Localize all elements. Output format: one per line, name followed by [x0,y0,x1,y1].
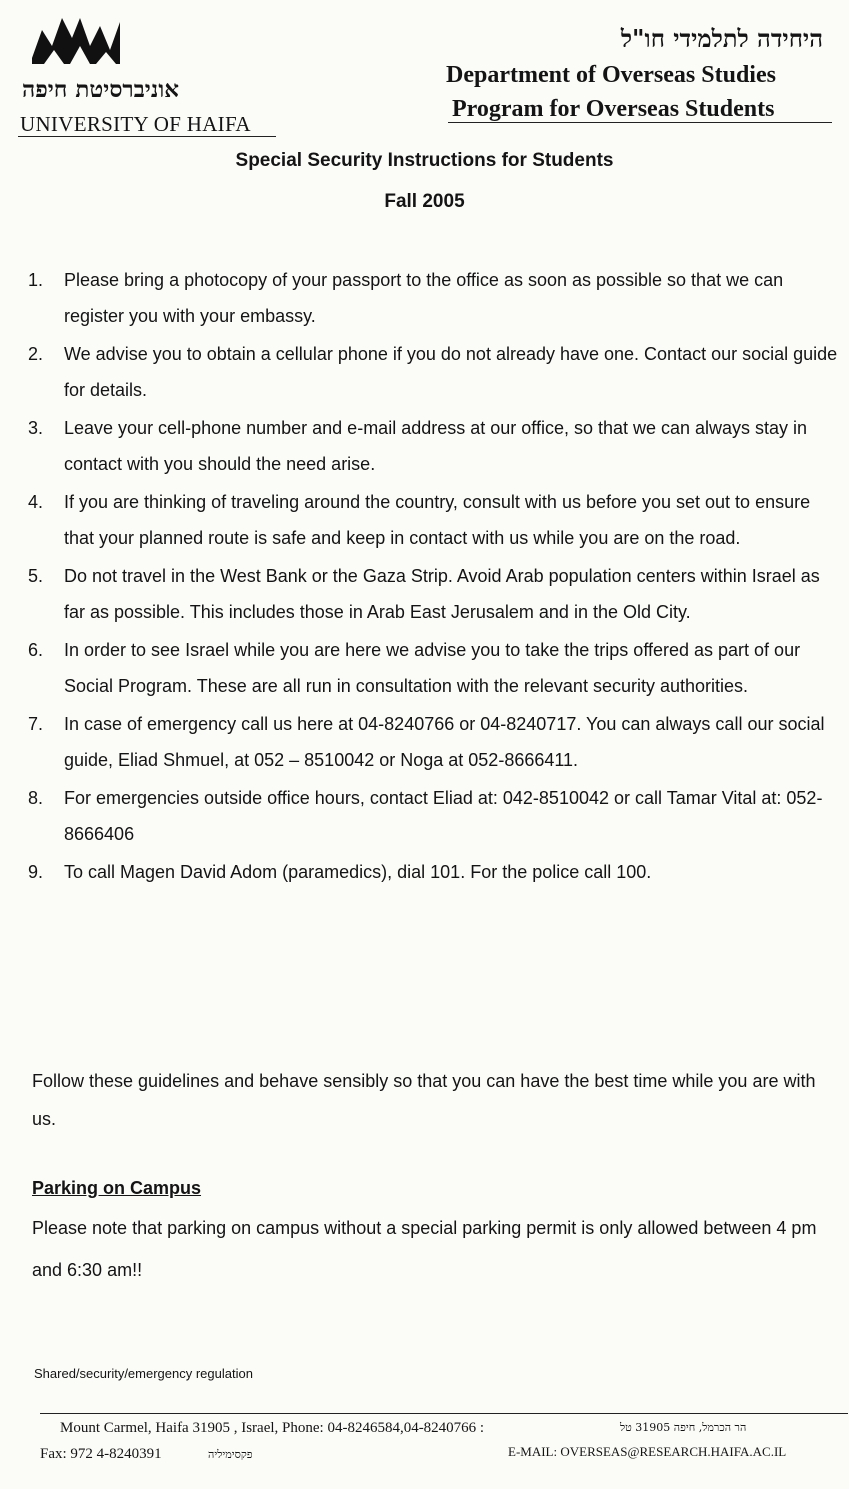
instruction-text: Please bring a photocopy of your passport to the office as soon as possible so that we can register you with your embassy. [64,270,784,326]
closing-paragraph: Follow these guidelines and behave sensibly so that you can have the best time while you are with us. [32,1071,816,1129]
instruction-number: 2. [28,344,44,364]
footer-address-hebrew: הר הכרמל, חיפה 31905 טל [620,1421,747,1434]
instruction-item [24,336,839,408]
instruction-number: 5. [28,566,44,586]
instruction-item [24,410,839,482]
instruction-item [24,484,839,556]
instruction-item [24,706,839,778]
instruction-number: 3. [28,418,44,438]
instruction-number: 9. [28,862,44,882]
instruction-number: 1. [28,270,44,290]
instruction-item [24,262,839,334]
instruction-text: We advise you to obtain a cellular phone if you do not already have one. Contact our social guide for details. [64,344,838,400]
instruction-number: 6. [28,640,44,660]
footer-fax: Fax: 972 4-8240391 [40,1446,162,1462]
instruction-text: In case of emergency call us here at 04-8240766 or 04-8240717. You can always call our social guide, Eliad Shmuel, at 052 – 8510042 or Noga at 052-8666411. [64,714,825,770]
footer-address: Mount Carmel, Haifa 31905 , Israel, Phone: 04-8246584,04-8240766 : [60,1420,485,1436]
instruction-text: Leave your cell-phone number and e-mail address at our office, so that we can always stay in contact with you should the need arise. [64,418,808,474]
instruction-text: Do not travel in the West Bank or the Gaza Strip. Avoid Arab population centers within Israel as far as possible. This includes those in Arab East Jerusalem and in the Old City. [64,566,820,622]
instruction-text: For emergencies outside office hours, contact Eliad at: 042-8510042 or call Tamar Vital at: 052-8666406 [64,788,823,844]
letterhead-right-divider [448,122,832,123]
document-term: Fall 2005 [384,191,465,212]
instructions-list [24,262,839,892]
department-name-hebrew: היחידה לתלמידי חו"ל [620,24,823,53]
document-title: Special Security Instructions for Students [235,150,614,171]
parking-paragraph: Please note that parking on campus without a special parking permit is only allowed between 4 pm and 6:30 am!! [32,1218,817,1280]
instruction-text: In order to see Israel while you are here we advise you to take the trips offered as part of our Social Program. These are all run in consultation with the relevant security authorities. [64,640,801,696]
footer-divider [40,1413,848,1414]
instruction-item [24,632,839,704]
university-name-english: UNIVERSITY OF HAIFA [20,112,251,136]
instruction-number: 8. [28,788,44,808]
file-reference-note: Shared/security/emergency regulation [34,1366,253,1381]
instruction-item [24,780,839,852]
instruction-text: If you are thinking of traveling around the country, consult with us before you set out to ensure that your planned route is safe and keep in contact with us while you are on the road. [64,492,811,548]
instruction-item [24,854,839,890]
instruction-number: 4. [28,492,44,512]
program-name: Program for Overseas Students [452,96,775,122]
footer-email: E-MAIL: OVERSEAS@RESEARCH.HAIFA.AC.IL [508,1444,787,1459]
instruction-item [24,558,839,630]
university-name-hebrew: אוניברסיטת חיפה [22,76,179,103]
parking-heading: Parking on Campus [32,1178,202,1198]
university-logo-icon [30,12,122,68]
letterhead-left-divider [18,136,276,137]
footer-fax-hebrew: פקסימיליה [208,1448,253,1461]
instruction-text: To call Magen David Adom (paramedics), dial 101. For the police call 100. [64,862,652,882]
instruction-number: 7. [28,714,44,734]
department-name: Department of Overseas Studies [446,62,776,88]
